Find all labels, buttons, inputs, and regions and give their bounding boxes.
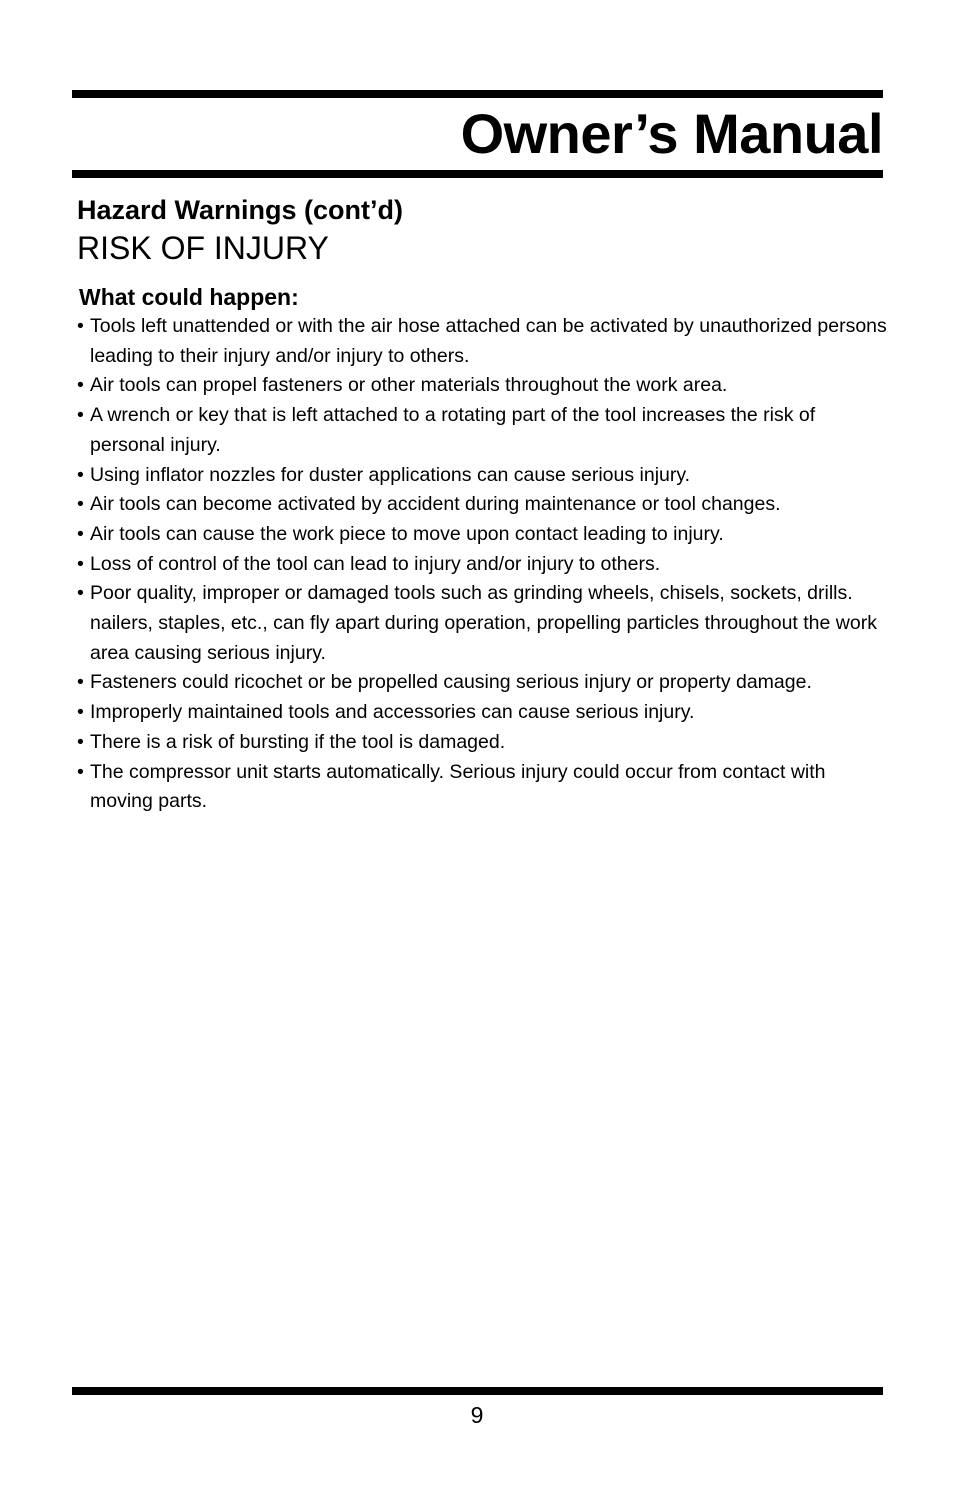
list-item-text: Improperly maintained tools and accessories can cause serious injury. (90, 701, 695, 724)
list-item-text: The compressor unit starts automatically. Serious injury could occur from contact with moving parts. (90, 760, 826, 813)
list-item (77, 490, 889, 520)
list-item (77, 579, 889, 668)
list-item-text: A wrench or key that is left attached to a rotating part of the tool increases the risk of personal injury. (90, 404, 816, 456)
what-could-happen-label: What could happen: (79, 284, 299, 310)
list-item-text: Air tools can become activated by accident during maintenance or tool changes. (90, 493, 781, 516)
list-item-text: There is a risk of bursting if the tool is damaged. (90, 730, 506, 753)
list-item (77, 550, 889, 580)
bullet: • (77, 552, 84, 575)
list-item (77, 401, 889, 460)
bullet: • (77, 730, 84, 753)
list-item (77, 668, 889, 698)
list-item-text: Poor quality, improper or damaged tools such as grinding wheels, chisels, sockets, drills. nailers, staples, etc., can fly apart during operation, propelling particles throughout the work area causing serious injury. (90, 582, 877, 664)
bullet: • (77, 522, 84, 545)
list-item-text: Fasteners could ricochet or be propelled causing serious injury or property damage. (90, 671, 812, 694)
list-item-text: Tools left unattended or with the air hose attached can be activated by unauthorized persons leading to their injury and/or injury to others. (90, 315, 887, 367)
page-number: 9 (470, 1402, 484, 1428)
list-item (77, 698, 889, 728)
bullet: • (77, 463, 84, 486)
section-subheading: RISK OF INJURY (77, 230, 329, 266)
header-bottom-rule (72, 170, 883, 178)
bullet: • (77, 760, 84, 783)
list-item (77, 312, 889, 371)
list-item-text: Using inflator nozzles for duster applications can cause serious injury. (90, 463, 691, 486)
list-item (77, 371, 889, 401)
list-item (77, 461, 889, 491)
list-item (77, 728, 889, 758)
bullet: • (77, 315, 84, 337)
list-item-text: Loss of control of the tool can lead to injury and/or injury to others. (90, 552, 661, 575)
bullet: • (77, 671, 84, 694)
header-top-rule (72, 90, 883, 98)
bullet: • (77, 493, 84, 516)
bullet: • (77, 701, 84, 724)
footer-rule (72, 1387, 883, 1395)
bullet: • (77, 582, 84, 605)
hazard-list (77, 312, 889, 817)
bullet: • (77, 404, 84, 427)
list-item-text: Air tools can cause the work piece to move upon contact leading to injury. (90, 522, 724, 545)
manual-title: Owner’s Manual (460, 102, 883, 165)
section-heading: Hazard Warnings (cont’d) (77, 195, 404, 225)
bullet: • (77, 374, 84, 397)
list-item (77, 520, 889, 550)
list-item (77, 758, 889, 817)
list-item-text: Air tools can propel fasteners or other materials throughout the work area. (90, 374, 728, 397)
